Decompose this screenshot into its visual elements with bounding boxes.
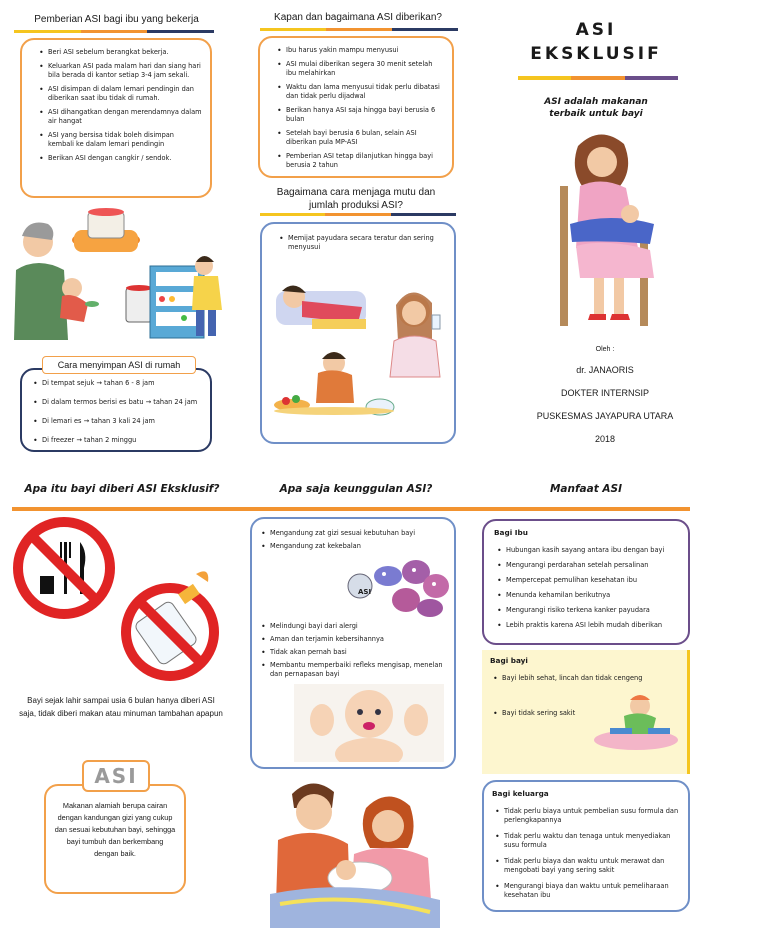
breastfeeding-mother-illustration <box>550 128 670 328</box>
panel1-list-box <box>20 38 212 198</box>
panel2-title: Kapan dan bagaimana ASI diberikan? <box>274 12 442 23</box>
panel1-title-bar <box>14 30 214 33</box>
list-item: • Memijat payudara secara teratur dan sering menyusui <box>288 234 446 252</box>
benefit-mother-box <box>482 519 690 645</box>
list-item: • Pemberian ASI tetap dilanjutkan hingga bayi berusia 2 tahun <box>286 152 444 170</box>
asi-definition-box <box>44 784 186 894</box>
benefits-title: Manfaat ASI <box>549 483 623 495</box>
storage-list <box>30 379 202 445</box>
germs-illustration <box>344 556 454 618</box>
author-place: PUSKESMAS JAYAPURA UTARA <box>536 411 674 421</box>
panel2-list <box>270 46 444 170</box>
benefit-baby-title: Bagi bayi <box>490 656 528 665</box>
prohibition-icons <box>12 516 227 686</box>
benefit-family-list <box>492 807 680 900</box>
bottom-divider <box>12 507 690 511</box>
author-role: DOKTER INTERNSIP <box>560 388 649 398</box>
what-title: Apa itu bayi diberi ASI Eksklusif? <box>24 483 220 495</box>
playing-baby-illustration <box>590 690 682 752</box>
cover-year: 2018 <box>594 434 616 444</box>
storage-box <box>20 368 212 452</box>
list-item: • Tidak perlu biaya untuk pembelian susu formula dan perlengkapannya <box>504 807 680 825</box>
list-item: • Di lemari es → tahan 3 kali 24 jam <box>42 417 202 426</box>
list-item: • ASI yang bersisa tidak boleh disimpan kembali ke dalam lemari pendingin <box>48 131 202 149</box>
list-item: • Aman dan terjamin kebersihannya <box>270 635 446 644</box>
advantages-title: Apa saja keunggulan ASI? <box>279 483 433 495</box>
panel1-title: Pemberian ASI bagi ibu yang bekerja <box>34 14 199 25</box>
panel3-title-bar <box>260 213 456 216</box>
list-item: • Di tempat sejuk → tahan 6 - 8 jam <box>42 379 202 388</box>
asi-definition-text: Makanan alamiah berupa cairan dengan kandungan gizi yang cukup dan sesuai kebutuhan bayi, sehingga bayi tumbuh dan berkembang dengan baik. <box>54 801 176 858</box>
family-illustration <box>270 774 440 928</box>
benefit-family-box <box>482 780 690 912</box>
baby-flexing-illustration <box>294 684 444 762</box>
cover-title-bar <box>518 76 678 80</box>
panel2-title-bar <box>260 28 458 31</box>
cover-title <box>516 18 676 66</box>
benefit-family-title: Bagi keluarga <box>492 789 549 798</box>
by-label: Oleh : <box>595 346 615 353</box>
list-item: • Membantu memperbaiki refleks mengisap, menelan dan pernapasan bayi <box>270 661 446 679</box>
list-item: • Berikan hanya ASI saja hingga bayi berusia 6 bulan <box>286 106 444 124</box>
cover-title-line2: EKSKLUSIF <box>530 44 662 64</box>
list-item: • ASI disimpan di dalam lemari pendingin dan diberikan saat ibu tidak di rumah. <box>48 85 202 103</box>
list-item: • Menunda kehamilan berikutnya <box>506 591 680 600</box>
cover-byline <box>520 346 690 444</box>
cover-subtitle <box>516 96 676 120</box>
list-item: • Keluarkan ASI pada malam hari dan siang hari bila berada di kantor setiap 3-4 jam sekali. <box>48 62 202 80</box>
list-item: • Setelah bayi berusia 6 bulan, selain ASI diberikan pula MP-ASI <box>286 129 444 147</box>
list-item: • Ibu harus yakin mampu menyusui <box>286 46 444 55</box>
list-item: • Mengandung zat kekebalan <box>270 542 446 551</box>
benefit-mother-list <box>494 546 680 630</box>
advantages-list-top <box>260 529 446 551</box>
breast-care-illustration <box>272 257 452 427</box>
list-item: • Lebih praktis karena ASI lebih mudah diberikan <box>506 621 680 630</box>
list-item: • Hubungan kasih sayang antara ibu dengan bayi <box>506 546 680 555</box>
list-item: • Mengurangi perdarahan setelah persalinan <box>506 561 680 570</box>
list-item: • Bayi lebih sehat, lincah dan tidak cengeng <box>502 674 679 683</box>
germ-label: ASI <box>358 588 372 596</box>
list-item: • Di dalam termos berisi es batu → tahan 24 jam <box>42 398 202 407</box>
panel3-list <box>272 234 446 252</box>
list-item: • Tidak perlu biaya dan waktu untuk merawat dan mengobati bayi yang sering sakit <box>504 857 680 875</box>
what-body: Bayi sejak lahir sampai usia 6 bulan hanya diberi ASI saja, tidak diberi makan atau minuman tambahan apapun <box>19 696 223 718</box>
list-item: • ASI mulai diberikan segera 30 menit setelah ibu melahirkan <box>286 60 444 78</box>
panel1-list <box>32 48 202 163</box>
asi-label: ASI <box>82 760 150 792</box>
feeding-illustration <box>8 200 238 350</box>
storage-title: Cara menyimpan ASI di rumah <box>42 356 196 374</box>
benefit-mother-title: Bagi Ibu <box>494 528 528 537</box>
advantages-list-bottom <box>260 622 446 679</box>
list-item: • Mengurangi biaya dan waktu untuk pemeliharaan kesehatan ibu <box>504 882 680 900</box>
panel3-box <box>260 222 456 444</box>
list-item: • Tidak perlu waktu dan tenaga untuk menyediakan susu formula <box>504 832 680 850</box>
list-item: • Mempercepat pemulihan kesehatan ibu <box>506 576 680 585</box>
list-item: • Waktu dan lama menyusui tidak perlu dibatasi dan tidak perlu dijadwal <box>286 83 444 101</box>
list-item: • Bayi tidak sering sakit <box>502 709 679 718</box>
list-item: • Melindungi bayi dari alergi <box>270 622 446 631</box>
cover-title-line1: ASI <box>575 20 617 40</box>
advantages-box <box>250 517 456 769</box>
panel2-list-box <box>258 36 454 178</box>
list-item: • Di freezer → tahan 2 minggu <box>42 436 202 445</box>
cover-subtitle-line2: terbaik untuk bayi <box>549 109 643 119</box>
list-item: • Mengurangi risiko terkena kanker payudara <box>506 606 680 615</box>
cover-subtitle-line1: ASI adalah makanan <box>544 97 648 107</box>
author-name: dr. JANAORIS <box>576 365 634 375</box>
list-item: • Tidak akan pernah basi <box>270 648 446 657</box>
list-item: • Mengandung zat gizi sesuai kebutuhan bayi <box>270 529 446 538</box>
list-item: • Beri ASI sebelum berangkat bekerja. <box>48 48 202 57</box>
list-item: • ASI dihangatkan dengan merendamnya dalam air hangat <box>48 108 202 126</box>
list-item: • Berikan ASI dengan cangkir / sendok. <box>48 154 202 163</box>
panel3-title: Bagaimana cara menjaga mutu dan jumlah produksi ASI? <box>276 187 436 211</box>
